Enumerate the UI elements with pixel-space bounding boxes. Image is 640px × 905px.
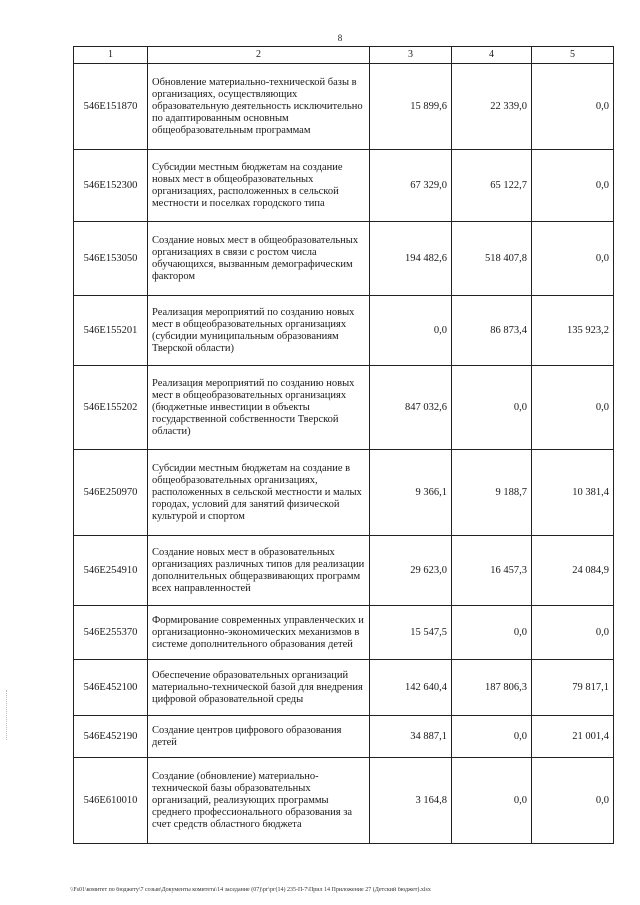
table-row <box>74 150 614 222</box>
scan-margin-artifact <box>6 690 9 740</box>
row-name: Реализация мероприятий по созданию новых мест в общеобразовательных организациях (субсидии муниципальным образованиям Тверской области) <box>148 296 370 366</box>
row-value-4: 16 457,3 <box>452 536 532 606</box>
row-code: 546E255370 <box>74 606 148 660</box>
row-value-5: 0,0 <box>532 606 614 660</box>
row-value-3: 34 887,1 <box>370 716 452 758</box>
row-name: Создание новых мест в образовательных организациях различных типов для реализации дополнительных общеразвивающих программ всех направленностей <box>148 536 370 606</box>
row-value-5: 10 381,4 <box>532 450 614 536</box>
row-name: Субсидии местным бюджетам на создание новых мест в общеобразовательных организациях, расположенных в сельской местности и поселках городского типа <box>148 150 370 222</box>
row-value-4: 0,0 <box>452 758 532 844</box>
row-value-3: 142 640,4 <box>370 660 452 716</box>
row-value-5: 0,0 <box>532 758 614 844</box>
page-number: 8 <box>337 33 343 43</box>
row-code: 546E250970 <box>74 450 148 536</box>
row-value-5: 21 001,4 <box>532 716 614 758</box>
row-value-3: 847 032,6 <box>370 366 452 450</box>
row-name: Создание центров цифрового образования детей <box>148 716 370 758</box>
row-name: Обеспечение образовательных организаций материально-технической базой для внедрения цифровой образовательной среды <box>148 660 370 716</box>
row-value-5: 79 817,1 <box>532 660 614 716</box>
budget-table <box>73 46 614 844</box>
file-path-footer: \\Fs01\комитет по бюджету\7 созыв\Документы комитета\14 заседание (07)\рг\рг(14) 235-П-7\Прил 14 Приложение 27 (Детский бюджет).xlsx <box>70 887 431 893</box>
header-col-3: 3 <box>370 47 452 64</box>
row-code: 546E152300 <box>74 150 148 222</box>
row-value-4: 9 188,7 <box>452 450 532 536</box>
row-code: 546E153050 <box>74 222 148 296</box>
row-code: 546E610010 <box>74 758 148 844</box>
row-value-4: 22 339,0 <box>452 64 532 150</box>
row-value-3: 0,0 <box>370 296 452 366</box>
row-value-3: 67 329,0 <box>370 150 452 222</box>
table-row <box>74 222 614 296</box>
table-row <box>74 660 614 716</box>
row-name: Формирование современных управленческих и организационно-экономических механизмов в системе дополнительного образования детей <box>148 606 370 660</box>
table-row <box>74 64 614 150</box>
header-col-4: 4 <box>452 47 532 64</box>
row-value-3: 3 164,8 <box>370 758 452 844</box>
table-row <box>74 606 614 660</box>
row-name: Реализация мероприятий по созданию новых мест в общеобразовательных организациях (бюджетные инвестиции в объекты государственной собственности Тверской области) <box>148 366 370 450</box>
header-col-1: 1 <box>74 47 148 64</box>
row-value-5: 135 923,2 <box>532 296 614 366</box>
table-row <box>74 536 614 606</box>
row-value-5: 0,0 <box>532 150 614 222</box>
row-value-4: 187 806,3 <box>452 660 532 716</box>
table-row <box>74 716 614 758</box>
row-value-5: 0,0 <box>532 222 614 296</box>
header-col-2: 2 <box>148 47 370 64</box>
row-value-3: 9 366,1 <box>370 450 452 536</box>
table-row <box>74 366 614 450</box>
table-row <box>74 758 614 844</box>
row-code: 546E452100 <box>74 660 148 716</box>
row-name: Обновление материально-технической базы в организациях, осуществляющих образовательную деятельность исключительно по адаптированным основным общеобразовательным программам <box>148 64 370 150</box>
row-value-5: 0,0 <box>532 366 614 450</box>
table-header-row <box>74 47 614 64</box>
row-value-4: 0,0 <box>452 716 532 758</box>
table-row <box>74 296 614 366</box>
row-name: Субсидии местным бюджетам на создание в общеобразовательных организациях, расположенных в сельской местности и малых городах, условий для занятий физической культурой и спортом <box>148 450 370 536</box>
row-value-3: 29 623,0 <box>370 536 452 606</box>
row-value-3: 194 482,6 <box>370 222 452 296</box>
table-row <box>74 450 614 536</box>
row-value-4: 86 873,4 <box>452 296 532 366</box>
row-value-3: 15 547,5 <box>370 606 452 660</box>
row-value-5: 0,0 <box>532 64 614 150</box>
row-code: 546E155201 <box>74 296 148 366</box>
row-code: 546E452190 <box>74 716 148 758</box>
row-code: 546E155202 <box>74 366 148 450</box>
row-value-4: 65 122,7 <box>452 150 532 222</box>
header-col-5: 5 <box>532 47 614 64</box>
row-value-5: 24 084,9 <box>532 536 614 606</box>
row-name: Создание новых мест в общеобразовательных организациях в связи с ростом числа обучающихся, вызванным демографическим фактором <box>148 222 370 296</box>
row-value-4: 0,0 <box>452 606 532 660</box>
row-code: 546E254910 <box>74 536 148 606</box>
row-value-4: 518 407,8 <box>452 222 532 296</box>
row-name: Создание (обновление) материально-технической базы образовательных организаций, реализующих программы среднего профессионального образования за счет средств областного бюджета <box>148 758 370 844</box>
row-value-3: 15 899,6 <box>370 64 452 150</box>
row-value-4: 0,0 <box>452 366 532 450</box>
row-code: 546E151870 <box>74 64 148 150</box>
